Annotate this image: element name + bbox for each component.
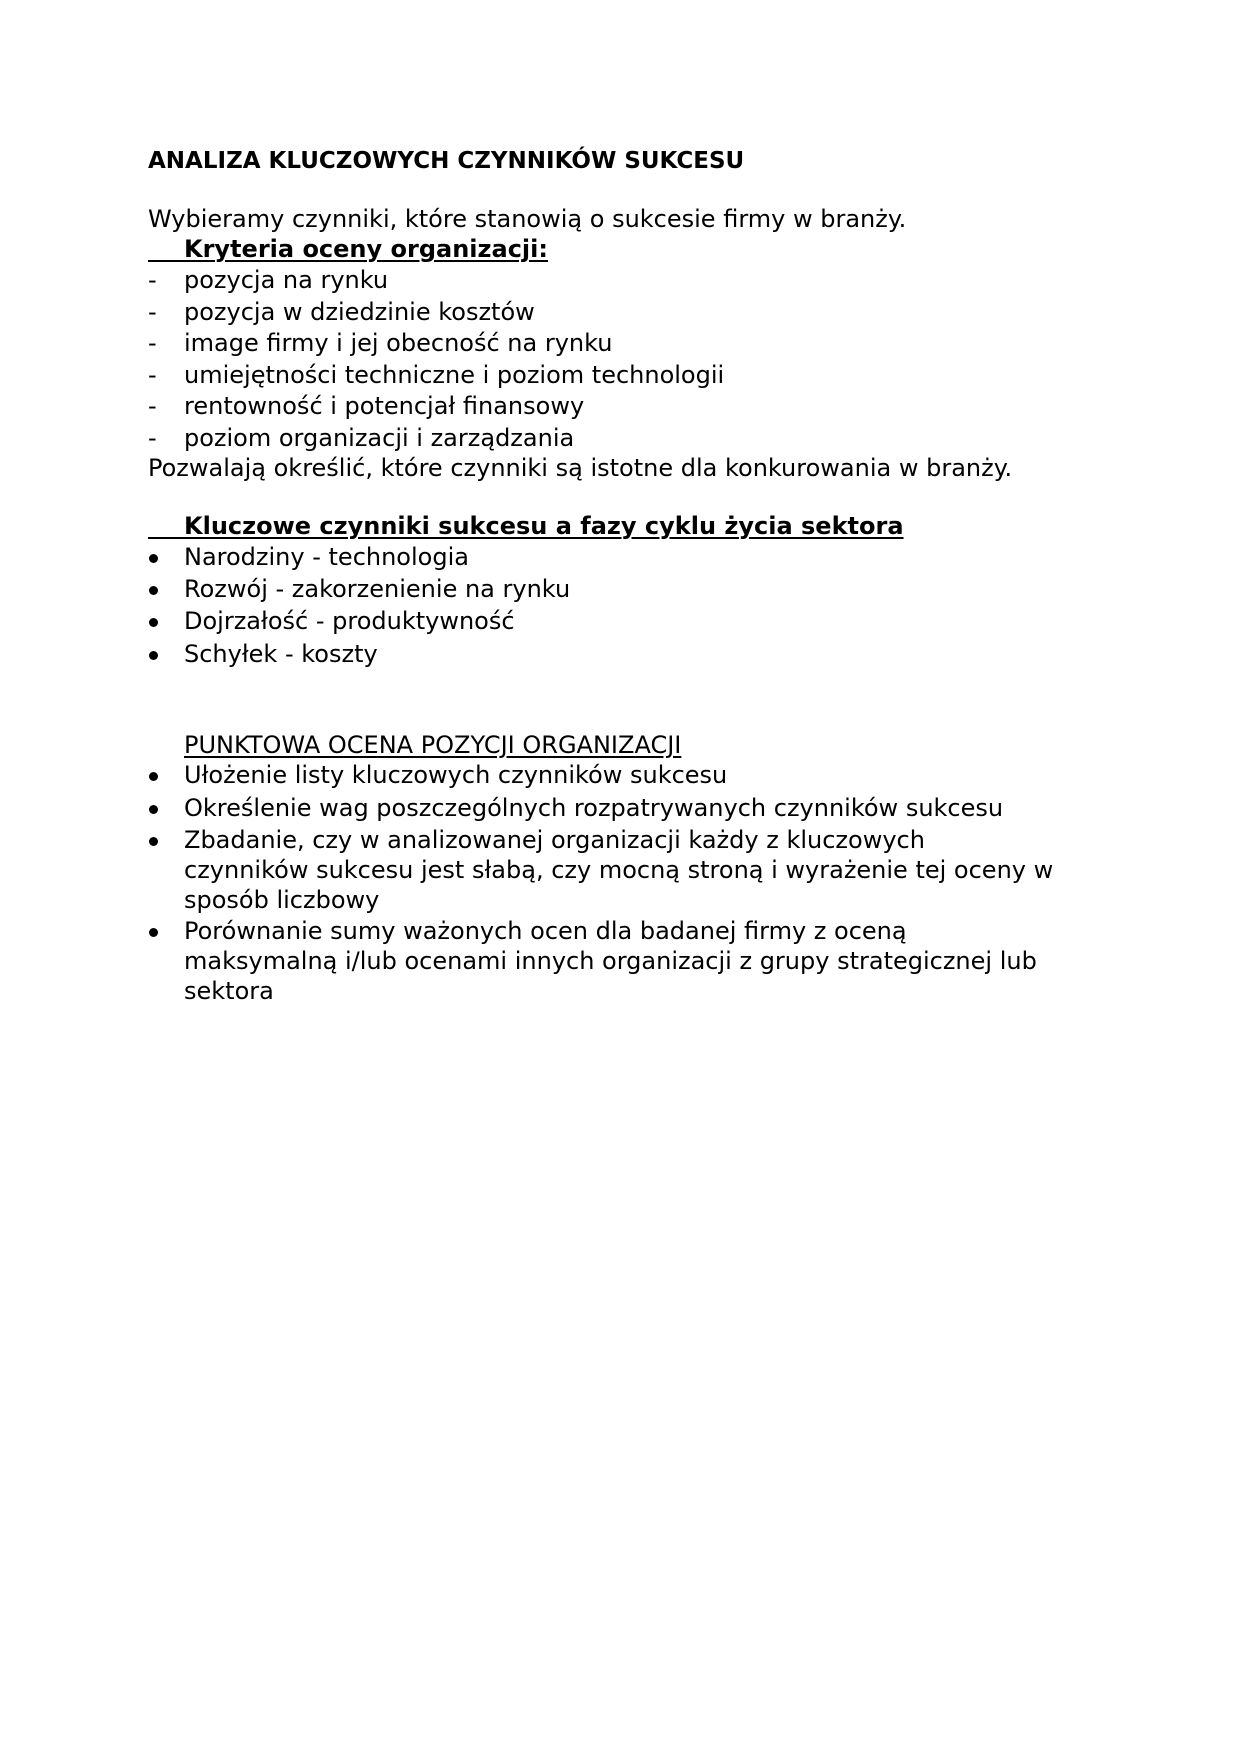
criteria-heading	[148, 234, 548, 264]
list-item: Ułożenie listy kluczowych czynników sukcesu	[184, 761, 728, 789]
heading-indent	[148, 234, 184, 264]
list-dash: -	[148, 266, 157, 294]
list-item: rentowność i potencjał finansowy	[184, 392, 585, 420]
bullet-icon	[149, 618, 158, 627]
bullet-icon	[149, 837, 158, 846]
list-item-line: czynników sukcesu jest słabą, czy mocną stroną i wyrażenie tej oceny w	[184, 856, 1054, 884]
list-item: Rozwój - zakorzenienie na rynku	[184, 575, 571, 603]
lifecycle-heading	[148, 511, 904, 541]
list-item: Schyłek - koszty	[184, 640, 378, 668]
list-dash: -	[148, 361, 157, 389]
list-dash: -	[148, 392, 157, 420]
bullet-icon	[149, 651, 158, 660]
criteria-conclusion: Pozwalają określić, które czynniki są istotne dla konkurowania w branży.	[148, 454, 1013, 482]
document-title: ANALIZA KLUCZOWYCH CZYNNIKÓW SUKCESU	[148, 148, 745, 174]
list-item-line: Zbadanie, czy w analizowanej organizacji każdy z kluczowych	[184, 826, 925, 854]
bullet-icon	[149, 772, 158, 781]
list-dash: -	[148, 424, 157, 452]
intro-text: Wybieramy czynniki, które stanowią o sukcesie firmy w branży.	[148, 205, 907, 233]
bullet-icon	[149, 554, 158, 563]
list-item: pozycja w dziedzinie kosztów	[184, 298, 535, 326]
bullet-icon	[149, 805, 158, 814]
list-item: Określenie wag poszczególnych rozpatrywanych czynników sukcesu	[184, 794, 1004, 822]
list-item: poziom organizacji i zarządzania	[184, 424, 575, 452]
list-item-line: Porównanie sumy ważonych ocen dla badanej firmy z oceną	[184, 917, 907, 945]
list-dash: -	[148, 298, 157, 326]
list-item: Narodziny - technologia	[184, 543, 469, 571]
lifecycle-heading-label: Kluczowe czynniki sukcesu a fazy cyklu życia sektora	[184, 512, 904, 540]
list-item-line: maksymalną i/lub ocenami innych organizacji z grupy strategicznej lub	[184, 947, 1037, 975]
list-item-line: sposób liczbowy	[184, 886, 380, 914]
list-item: Dojrzałość - produktywność	[184, 607, 515, 635]
list-item: pozycja na rynku	[184, 266, 389, 294]
bullet-icon	[149, 928, 158, 937]
list-item-line: sektora	[184, 977, 274, 1005]
list-dash: -	[148, 329, 157, 357]
scoring-heading: PUNKTOWA OCENA POZYCJI ORGANIZACJI	[184, 731, 682, 759]
list-item: umiejętności techniczne i poziom technologii	[184, 361, 725, 389]
list-item: image firmy i jej obecność na rynku	[184, 329, 613, 357]
heading-indent	[148, 511, 184, 541]
bullet-icon	[149, 586, 158, 595]
criteria-heading-label: Kryteria oceny organizacji:	[184, 235, 548, 263]
